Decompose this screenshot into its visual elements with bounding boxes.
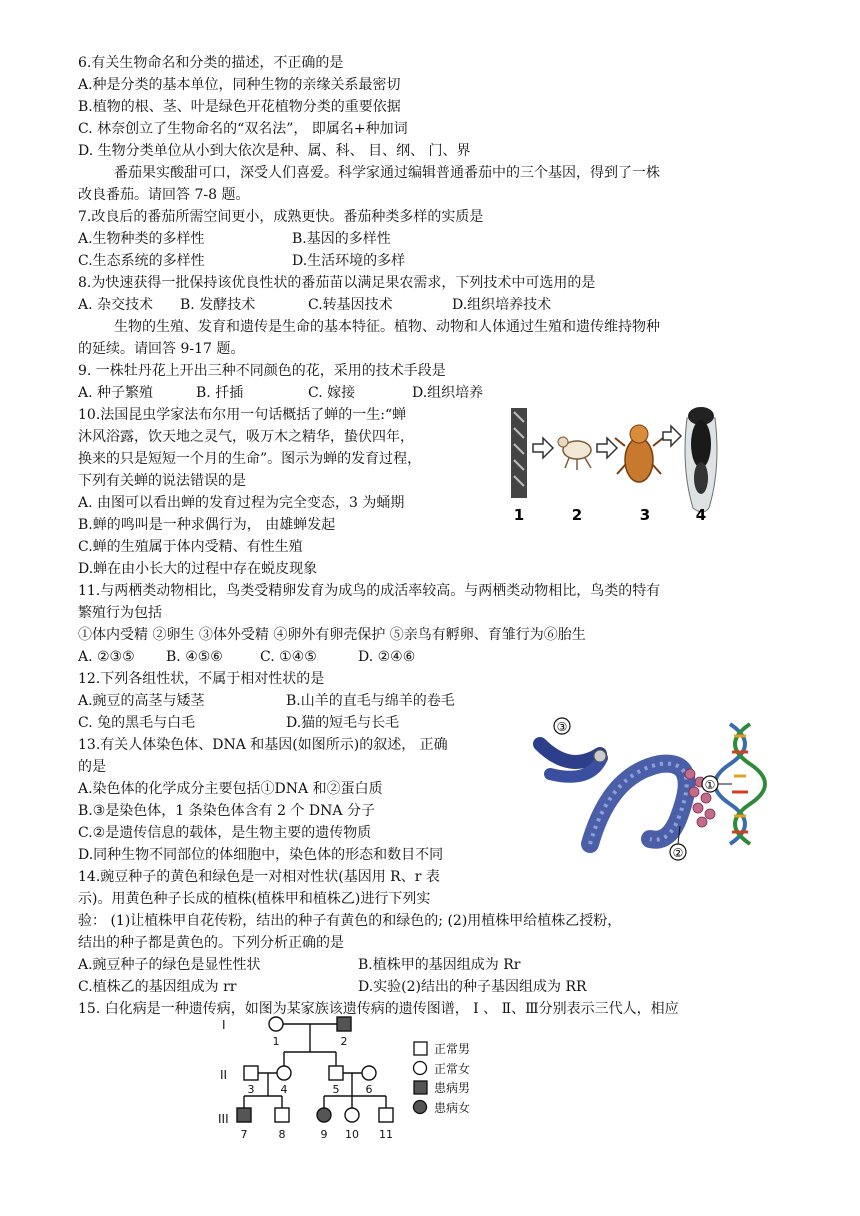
arrow-icon — [533, 438, 553, 458]
q8-option-d: D.组织培养技术 — [452, 297, 552, 313]
generation-label-II: II — [220, 1068, 228, 1082]
pedigree-normal-female — [345, 1108, 359, 1122]
pedigree-normal-female — [269, 1017, 283, 1031]
q12-option-a: A.豌豆的高茎与矮茎 — [78, 693, 205, 709]
pedigree-id: 3 — [247, 1083, 255, 1096]
figure-label-2: ② — [672, 846, 684, 860]
figure-label-3: ③ — [556, 720, 568, 734]
q12-option-c: C. 兔的黑毛与白毛 — [78, 715, 196, 731]
intro-9-17-line2: 的延续。请回答 9-17 题。 — [78, 341, 245, 357]
q14-option-a: A.豌豆种子的绿色是显性性状 — [78, 957, 261, 973]
q14-stem-line4: 结出的种子都是黄色的。下列分析正确的是 — [78, 935, 344, 951]
q14-stem-line3: 验： (1)让植株甲自花传粉，结出的种子有黄色的和绿色的; (2)用植株甲给植株乙授粉， — [78, 913, 622, 929]
intro-9-17-line1: 生物的生殖、发育和遗传是生命的基本特征。植物、动物和人体通过生殖和遗传维持物种 — [114, 319, 660, 335]
q9-option-c: C. 嫁接 — [308, 385, 356, 401]
pedigree-id: 8 — [278, 1128, 286, 1141]
q7-option-b: B.基因的多样性 — [292, 231, 391, 247]
q14-option-b: B.植株甲的基因组成为 Rr — [358, 957, 521, 973]
pedigree-affected-female — [317, 1108, 331, 1122]
figure-label-4: 4 — [695, 506, 707, 524]
q10-stem-line2: 沐风浴露，饮天地之灵气，吸万木之精华，蛰伏四年， — [78, 429, 414, 445]
q9-stem: 9. 一株牡丹花上开出三种不同颜色的花，采用的技术手段是 — [78, 363, 446, 379]
q10-option-a: A. 由图可以看出蝉的发育过程为完全变态，3 为蛹期 — [78, 495, 405, 511]
q11-stem-line1: 11.与两栖类动物相比，鸟类受精卵发育为成鸟的成活率较高。与两栖类动物相比，鸟类的特有 — [78, 583, 661, 599]
cicada-egg-stage — [511, 408, 527, 498]
figure-label-2: 2 — [571, 506, 583, 524]
q12-option-b: B.山羊的直毛与绵羊的卷毛 — [286, 693, 455, 709]
generation-label-I: I — [222, 1018, 226, 1032]
figure-label-3: 3 — [639, 506, 651, 524]
cicada-older-nymph — [615, 425, 663, 482]
pedigree-affected-male — [237, 1108, 251, 1122]
q13-option-b: B.③是染色体，1 条染色体含有 2 个 DNA 分子 — [78, 803, 375, 819]
pedigree-normal-male — [244, 1066, 258, 1080]
q7-option-a: A.生物种类的多样性 — [78, 231, 205, 247]
pedigree-id: 11 — [379, 1128, 393, 1141]
pedigree-normal-male — [275, 1108, 289, 1122]
q10-stem-line1: 10.法国昆虫学家法布尔用一句话概括了蝉的一生:“蝉 — [78, 407, 407, 423]
chromosome-shape — [540, 744, 606, 777]
coiled-chromatin — [590, 764, 687, 844]
q10-stem-line4: 下列有关蝉的说法错误的是 — [78, 473, 246, 489]
q14-stem-line1: 14.豌豆种子的黄色和绿色是一对相对性状(基因用 R、r 表 — [78, 869, 440, 885]
q8-option-a: A. 杂交技术 — [78, 297, 154, 313]
pedigree-id: 10 — [345, 1128, 359, 1141]
q11-stem-line2: 繁殖行为包括 — [78, 605, 162, 621]
legend-affected-male: 患病男 — [434, 1081, 471, 1095]
q6-option-d: D. 生物分类单位从小到大依次是种、属、科、 目、纲、 门、界 — [78, 143, 471, 159]
pedigree-affected-male — [337, 1017, 351, 1031]
chromosome-dna-figure — [530, 714, 780, 864]
q11-option-b: B. ④⑤⑥ — [166, 649, 223, 665]
q6-option-b: B.植物的根、茎、叶是绿色开花植物分类的重要依据 — [78, 99, 401, 115]
q11-option-d: D. ②④⑥ — [358, 649, 416, 665]
cicada-adult — [685, 407, 717, 512]
generation-label-III: III — [218, 1112, 229, 1126]
pedigree-normal-female — [362, 1066, 376, 1080]
pedigree-id: 2 — [340, 1035, 348, 1048]
q13-stem-line2: 的是 — [78, 759, 106, 775]
q13-stem-line1: 13.有关人体染色体、DNA 和基因(如图所示)的叙述， 正确 — [78, 737, 448, 753]
pedigree-id: 4 — [280, 1083, 288, 1096]
pedigree-normal-male — [329, 1066, 343, 1080]
q6-option-c: C. 林奈创立了生物命名的“双名法”， 即属名+种加词 — [78, 121, 408, 137]
pedigree-normal-female — [277, 1066, 291, 1080]
pedigree-id: 1 — [272, 1035, 280, 1048]
q9-option-b: B. 扦插 — [196, 385, 244, 401]
q10-stem-line3: 换来的只是短短一个月的生命”。图示为蝉的发育过程， — [78, 451, 422, 467]
intro-7-8-line2: 改良番茄。请回答 7-8 题。 — [78, 187, 250, 203]
pedigree-id: 9 — [320, 1128, 328, 1141]
cicada-development-figure — [505, 398, 735, 530]
q14-option-d: D.实验(2)结出的种子基因组成为 RR — [358, 979, 587, 995]
legend-normal-male: 正常男 — [434, 1042, 471, 1056]
q10-option-d: D.蝉在由小长大的过程中存在蜕皮现象 — [78, 561, 318, 577]
q14-stem-line2: 示)。用黄色种子长成的植株(植株甲和植株乙)进行下列实 — [78, 891, 431, 907]
q10-option-b: B.蝉的鸣叫是一种求偶行为， 由雄蝉发起 — [78, 517, 336, 533]
arrow-icon — [663, 426, 681, 446]
cicada-young-nymph — [558, 437, 591, 470]
pedigree-id: 7 — [240, 1128, 248, 1141]
q9-option-a: A. 种子繁殖 — [78, 385, 154, 401]
figure-label-1: 1 — [513, 506, 525, 524]
pedigree-normal-male — [379, 1108, 393, 1122]
arrow-icon — [597, 438, 617, 458]
intro-7-8-line1: 番茄果实酸甜可口，深受人们喜爱。科学家通过编辑普通番茄中的三个基因，得到了一株 — [114, 165, 660, 181]
pedigree-chart — [210, 1010, 490, 1150]
q7-option-c: C.生态系统的多样性 — [78, 253, 205, 269]
q11-items: ①体内受精 ②卵生 ③体外受精 ④卵外有卵壳保护 ⑤亲鸟有孵卵、育雏行为⑥胎生 — [78, 627, 586, 643]
q6-option-a: A.种是分类的基本单位，同种生物的亲缘关系最密切 — [78, 77, 401, 93]
q7-stem: 7.改良后的番茄所需空间更小，成熟更快。番茄种类多样的实质是 — [78, 209, 484, 225]
legend-normal-female: 正常女 — [434, 1062, 471, 1076]
q6-stem: 6.有关生物命名和分类的描述，不正确的是 — [78, 55, 344, 71]
q11-option-a: A. ②③⑤ — [78, 649, 135, 665]
q12-stem: 12.下列各组性状，不属于相对性状的是 — [78, 671, 325, 687]
legend-affected-female: 患病女 — [434, 1101, 471, 1115]
q7-option-d: D.生活环境的多样 — [292, 253, 406, 269]
q12-option-d: D.猫的短毛与长毛 — [286, 715, 400, 731]
figure-label-1: ① — [704, 778, 716, 792]
q9-option-d: D.组织培养 — [412, 385, 484, 401]
pedigree-id: 6 — [365, 1083, 373, 1096]
q10-option-c: C.蝉的生殖属于体内受精、有性生殖 — [78, 539, 303, 555]
q13-option-c: C.②是遗传信息的载体，是生物主要的遗传物质 — [78, 825, 372, 841]
pedigree-id: 5 — [332, 1083, 340, 1096]
q8-stem: 8.为快速获得一批保持该优良性状的番茄苗以满足果农需求，下列技术中可选用的是 — [78, 275, 596, 291]
q14-option-c: C.植株乙的基因组成为 rr — [78, 979, 237, 995]
q13-option-a: A.染色体的化学成分主要包括①DNA 和②蛋白质 — [78, 781, 383, 797]
pedigree-legend — [414, 1041, 471, 1115]
q15-stem: 15. 白化病是一种遗传病，如图为某家族该遗传病的遗传图谱， Ⅰ 、 Ⅱ、Ⅲ分别表示三代人，相应 — [78, 1001, 679, 1017]
q13-option-d: D.同种生物不同部位的体细胞中，染色体的形态和数目不同 — [78, 847, 444, 863]
q8-option-b: B. 发酵技术 — [180, 297, 256, 313]
q8-option-c: C.转基因技术 — [308, 297, 393, 313]
q11-option-c: C. ①④⑤ — [260, 649, 317, 665]
